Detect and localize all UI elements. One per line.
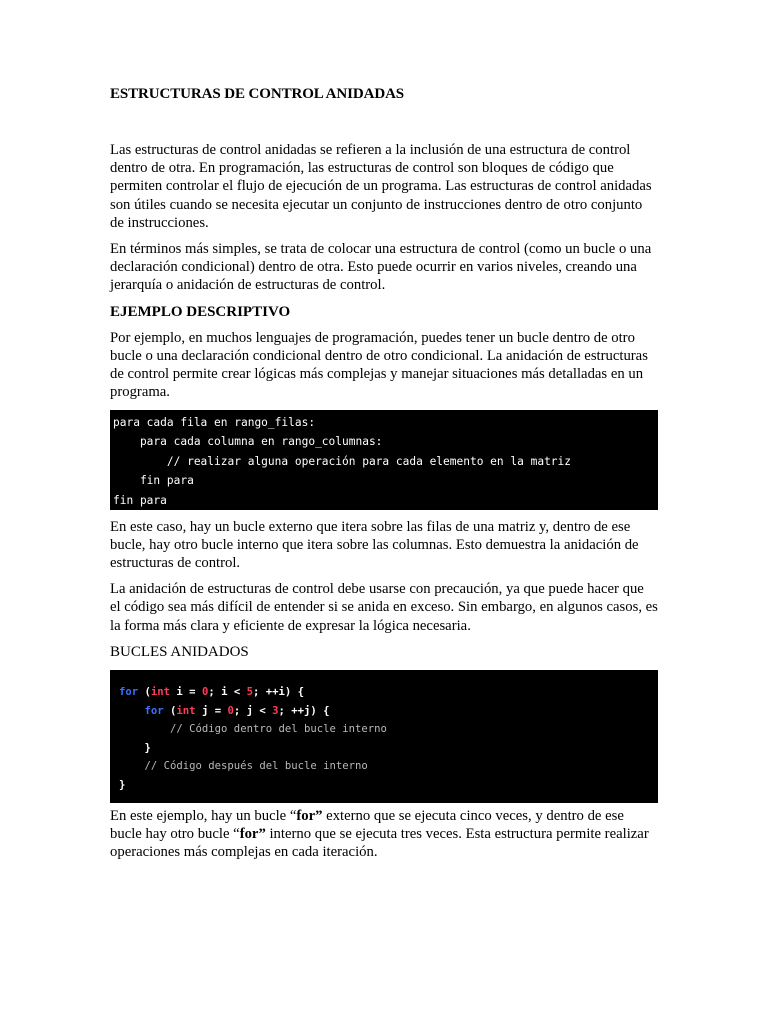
code-line-4: } — [144, 741, 151, 754]
document-title: ESTRUCTURAS DE CONTROL ANIDADAS — [110, 86, 405, 102]
intro-paragraph-2: En términos más simples, se trata de colocar una estructura de control (como un bucle o una declaración condicional) dentro de otra. Esto puede ocurrir en varios niveles, creando una jerarquía o anidación de estructuras de control. — [110, 241, 652, 294]
bucles-paragraph: En este ejemplo, hay un bucle “for” externo que se ejecuta cinco veces, y dentro de ese bucle hay otro bucle “for” interno que se ejecuta tres veces. Esta estructura permite realizar operaciones más complejas en cada iteración. — [110, 808, 649, 861]
code-line: // realizar alguna operación para cada elemento en la matriz — [113, 454, 572, 468]
code-line-5: // Código después del bucle interno — [144, 760, 368, 773]
code-line: para cada columna en rango_columnas: — [113, 435, 383, 449]
section-heading-ejemplo: EJEMPLO DESCRIPTIVO — [110, 303, 291, 320]
ejemplo-paragraph-3: La anidación de estructuras de control debe usarse con precaución, ya que puede hacer que el código sea más difícil de entender si se anida en exceso. Sin embargo, en algunos casos, es la forma más clara y eficiente de expresar la lógica necesaria. — [110, 581, 658, 634]
ejemplo-paragraph-1: Por ejemplo, en muchos lenguajes de programación, puedes tener un bucle dentro de otro bucle o una declaración condicional dentro de otro condicional. La anidación de estructuras de control permite crear lógicas más complejas y manejar situaciones más detalladas en un programa. — [110, 329, 648, 401]
document-page — [110, 84, 658, 870]
code-line: para cada fila en rango_filas: — [113, 415, 316, 429]
code-line-6: } — [119, 779, 126, 792]
code-line: fin para — [113, 474, 194, 488]
intro-paragraph-1: Las estructuras de control anidadas se refieren a la inclusión de una estructura de control dentro de otra. En programación, las estructuras de control son bloques de código que permiten controlar el flujo de ejecución de un programa. Las estructuras de control anidadas son útiles cuando se necesita ejecutar un conjunto de instrucciones dentro de otro conjunto de instrucciones. — [110, 142, 652, 231]
section-heading-bucles: BUCLES ANIDADOS — [110, 643, 249, 660]
ejemplo-paragraph-2: En este caso, hay un bucle externo que itera sobre las filas de una matriz y, dentro de ese bucle, hay otro bucle interno que itera sobre las columnas. Esto demuestra la anidación de estructuras de control. — [110, 518, 639, 572]
code-block-nested-loops — [110, 670, 658, 803]
code-line: fin para — [113, 494, 167, 508]
code-line-1: for (int i = 0; i < 5; ++i) { — [119, 686, 305, 699]
code-line-2: for (int j = 0; j < 3; ++j) { — [144, 704, 330, 717]
pseudocode-block — [110, 410, 658, 510]
code-line-3: // Código dentro del bucle interno — [170, 723, 387, 736]
